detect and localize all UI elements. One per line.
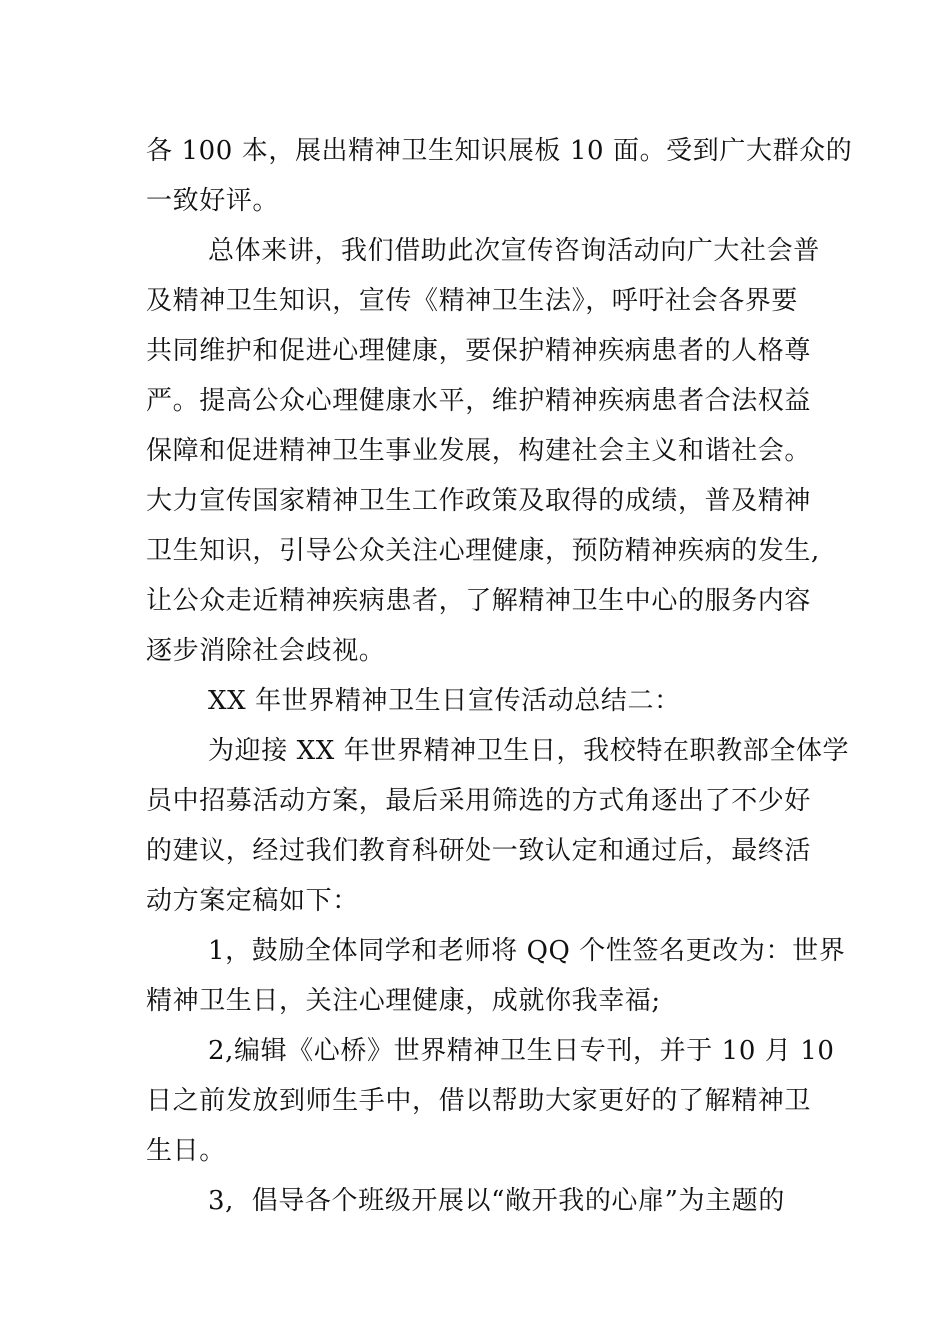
text-line-4: 及精神卫生知识，宣传《精神卫生法》，呼吁社会各界要 <box>146 286 799 316</box>
text-line-14: 员中招募活动方案，最后采用筛选的方式角逐出了不少好 <box>146 786 812 816</box>
list-item-2-line-1: 2,编辑《心桥》世界精神卫生日专刊，并于 10 月 10 <box>208 1036 835 1066</box>
list-item-1-line-2: 精神卫生日，关注心理健康，成就你我幸福; <box>146 986 661 1016</box>
text-line-8: 大力宣传国家精神卫生工作政策及取得的成绩，普及精神 <box>146 486 812 516</box>
text-line-7: 保障和促进精神卫生事业发展，构建社会主义和谐社会。 <box>146 436 812 466</box>
text-line-16: 动方案定稿如下： <box>146 886 359 916</box>
text-line-1: 各 100 本，展出精神卫生知识展板 10 面。受到广大群众的 <box>146 136 853 166</box>
text-line-5: 共同维护和促进心理健康，要保护精神疾病患者的人格尊 <box>146 336 812 366</box>
list-item-3-line-1: 3, 倡导各个班级开展以“敞开我的心扉”为主题的 <box>208 1186 785 1216</box>
text-line-9: 卫生知识，引导公众关注心理健康，预防精神疾病的发生, <box>146 536 820 566</box>
list-item-1-line-1: 1，鼓励全体同学和老师将 QQ 个性签名更改为：世界 <box>208 936 846 966</box>
text-line-10: 让公众走近精神疾病患者，了解精神卫生中心的服务内容 <box>146 586 812 616</box>
text-line-6: 严。提高公众心理健康水平，维护精神疾病患者合法权益 <box>146 386 812 416</box>
text-line-15: 的建议，经过我们教育科研处一致认定和通过后，最终活 <box>146 836 812 866</box>
list-item-2-line-3: 生日。 <box>146 1136 226 1166</box>
text-line-11: 逐步消除社会歧视。 <box>146 636 386 666</box>
text-line-2: 一致好评。 <box>146 186 280 216</box>
list-item-2-line-2: 日之前发放到师生手中，借以帮助大家更好的了解精神卫 <box>146 1086 812 1116</box>
text-line-13: 为迎接 XX 年世界精神卫生日，我校特在职教部全体学 <box>208 736 850 766</box>
section-heading: XX 年世界精神卫生日宣传活动总结二： <box>208 686 681 716</box>
text-line-3: 总体来讲，我们借助此次宣传咨询活动向广大社会普 <box>208 236 820 266</box>
